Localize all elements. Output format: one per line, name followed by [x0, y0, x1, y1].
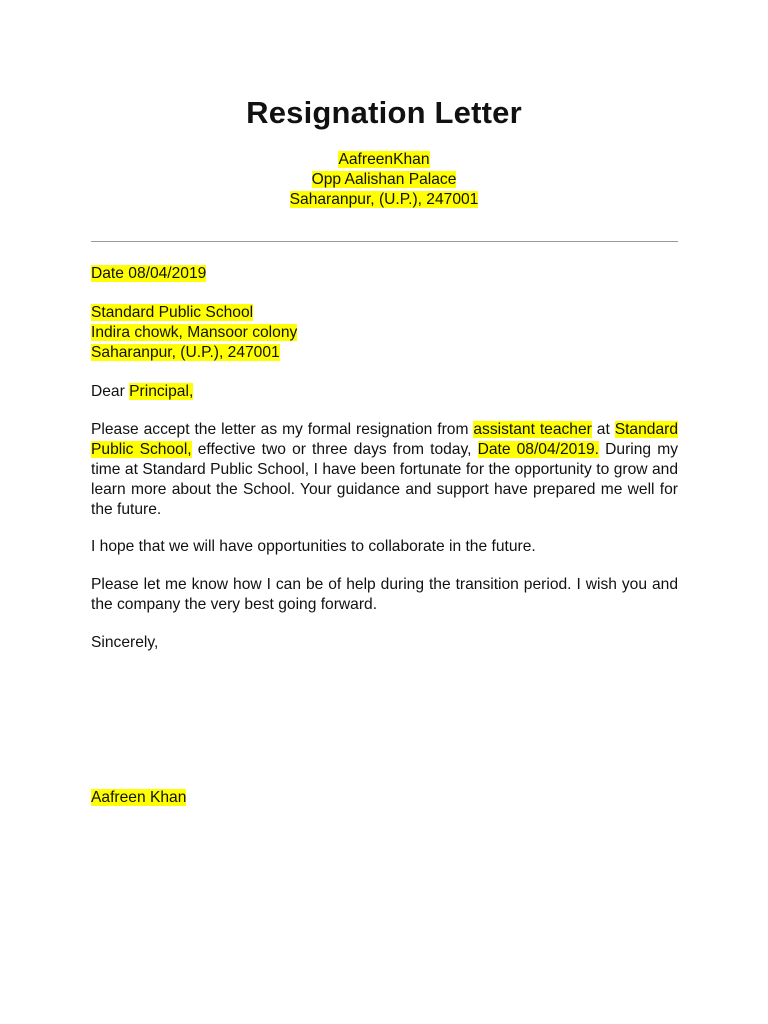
sender-address-line2: Saharanpur, (U.P.), 247001 [289, 191, 479, 208]
recipient-line2: Indira chowk, Mansoor colony [91, 324, 298, 341]
effective-date: Date 08/04/2019. [477, 441, 600, 458]
horizontal-divider [91, 241, 678, 242]
paragraph1-part4: During my time at Standard Public School, I have been fortunate for the opportunity to grow and learn more about the School. Your guidance and support have prepared me well for the future. [91, 441, 678, 518]
signature-block [91, 788, 678, 808]
salutation-name: Principal, [129, 383, 194, 400]
date-block [91, 264, 678, 284]
salutation [91, 382, 678, 402]
paragraph1-part3: effective two or three days from today, [191, 441, 478, 458]
paragraph1-part2: at [591, 421, 615, 438]
position-title: assistant teacher [473, 421, 592, 438]
signature-name: Aafreen Khan [91, 789, 187, 806]
paragraph-collaborate: I hope that we will have opportunities to collaborate in the future. [91, 538, 536, 555]
salutation-prefix: Dear [91, 383, 130, 400]
school-name: Standard Public School, [91, 421, 678, 458]
letter-date: Date 08/04/2019 [91, 265, 207, 282]
paragraph1-part1: Please accept the letter as my formal resignation from [91, 421, 474, 438]
sender-address-line1: Opp Aalishan Palace [311, 171, 457, 188]
paragraph-resignation [91, 420, 678, 520]
recipient-line1: Standard Public School [91, 304, 254, 321]
letter-title: Resignation Letter [246, 95, 522, 130]
recipient-line3: Saharanpur, (U.P.), 247001 [91, 344, 280, 361]
recipient-block [91, 303, 678, 363]
sender-name: AafreenKhan [338, 151, 430, 168]
paragraph-transition: Please let me know how I can be of help during the transition period. I wish you and the company the very best going forward. [91, 576, 678, 613]
closing: Sincerely, [91, 634, 159, 651]
sender-block [0, 150, 768, 210]
